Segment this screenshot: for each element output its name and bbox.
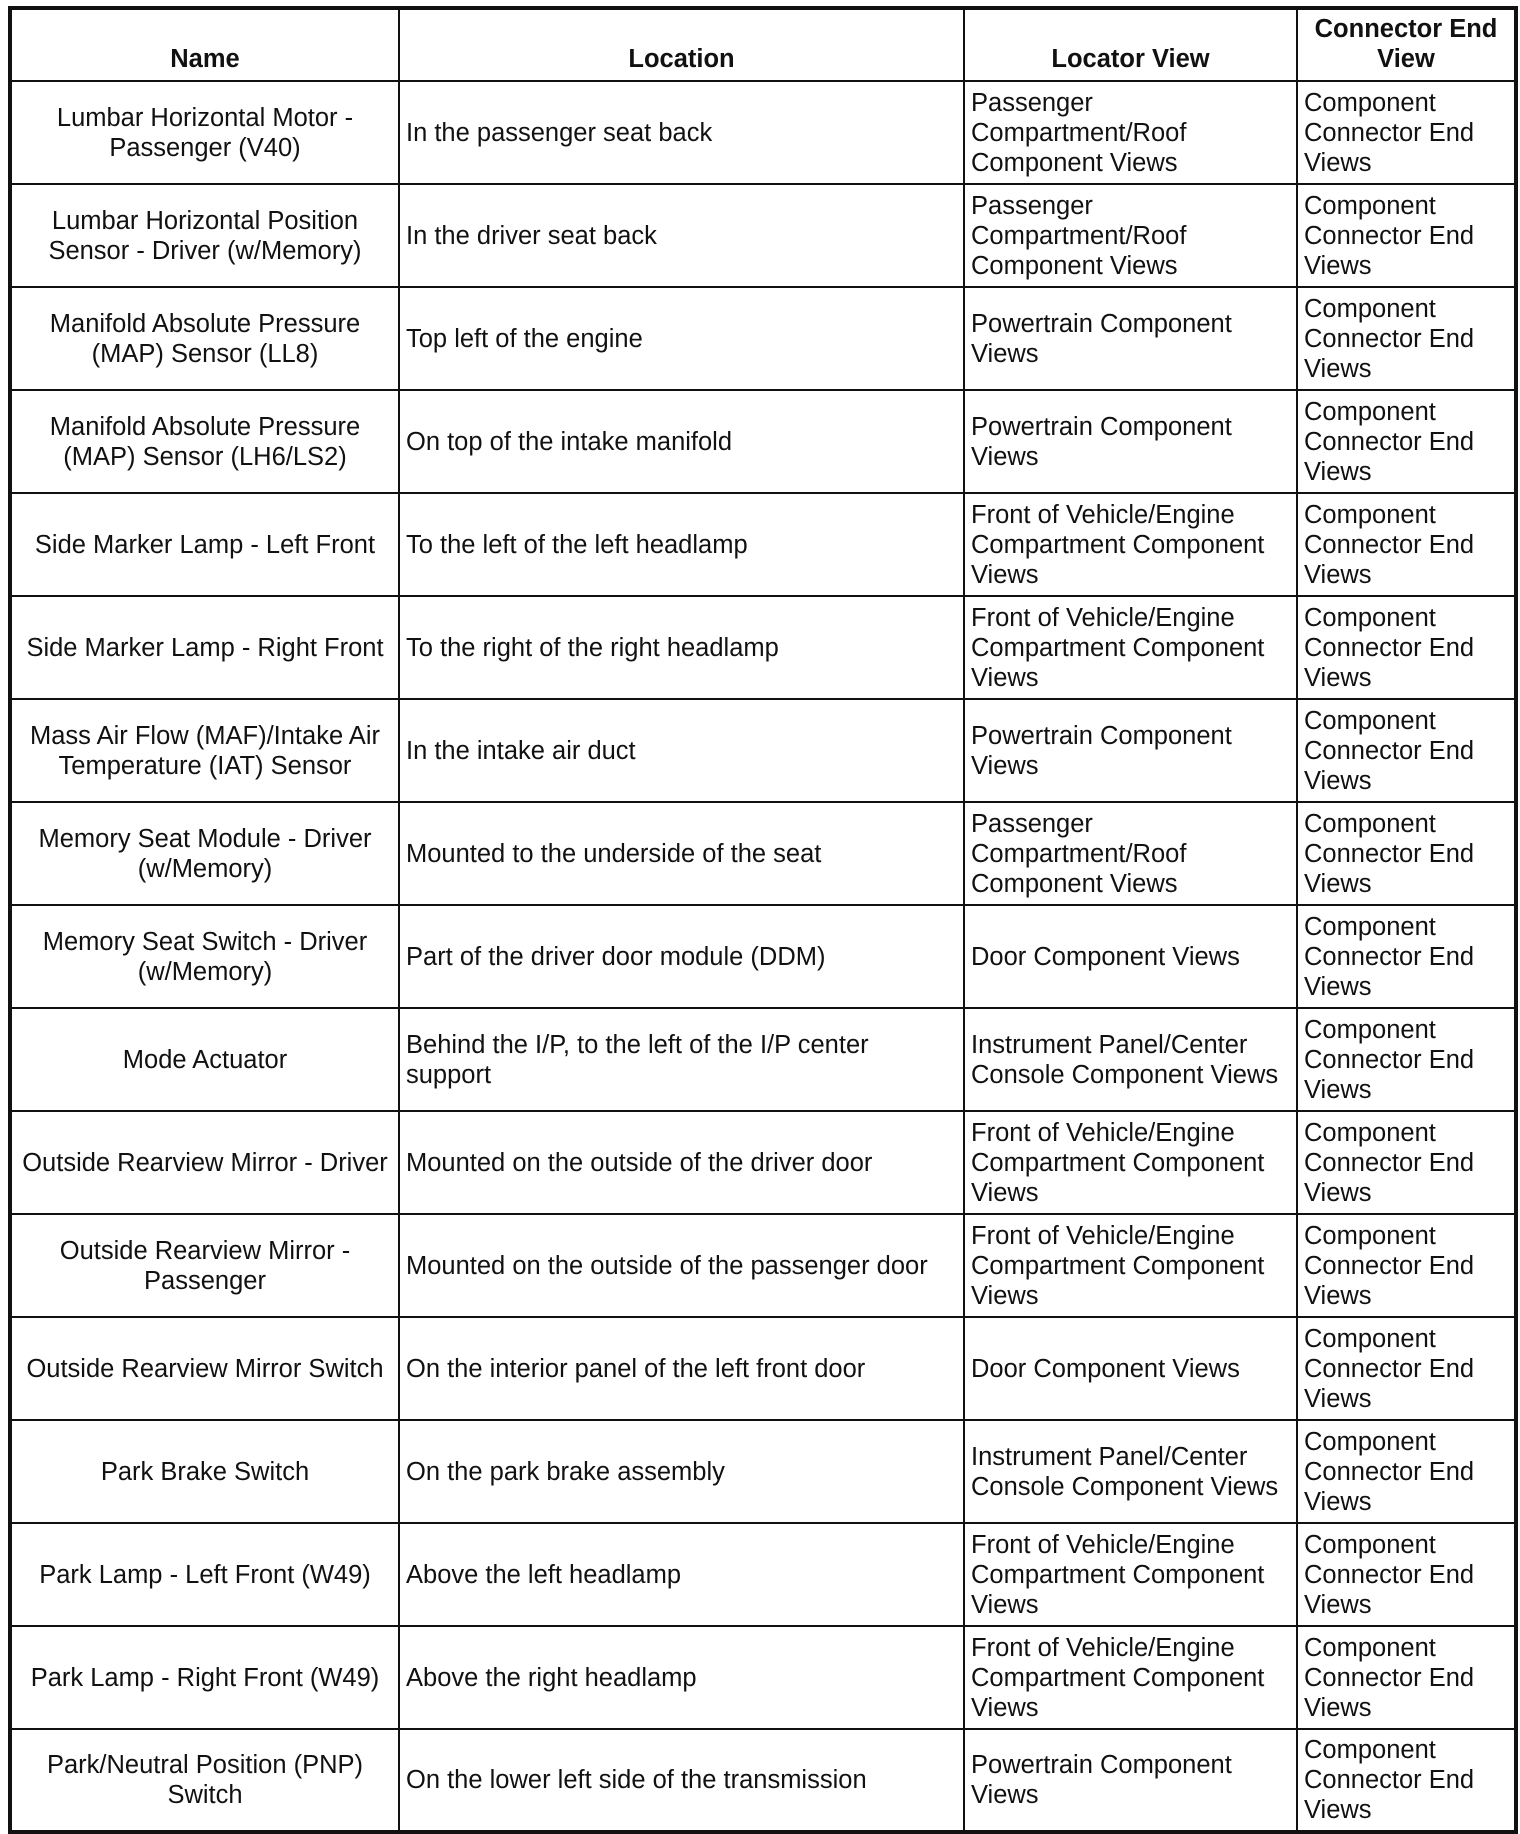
cell-location: In the passenger seat back: [399, 81, 964, 184]
cell-connector-end-view: Component Connector End Views: [1297, 699, 1516, 802]
table-row: [10, 596, 1516, 699]
cell-name: Side Marker Lamp - Left Front: [10, 493, 399, 596]
cell-connector-end-view: Component Connector End Views: [1297, 1729, 1516, 1832]
table-row: [10, 905, 1516, 1008]
cell-name: Outside Rearview Mirror - Passenger: [10, 1214, 399, 1317]
cell-locator-view: Powertrain Component Views: [964, 390, 1297, 493]
cell-location: On the lower left side of the transmission: [399, 1729, 964, 1832]
cell-name: Park Lamp - Right Front (W49): [10, 1626, 399, 1729]
cell-locator-view: Front of Vehicle/Engine Compartment Component Views: [964, 493, 1297, 596]
cell-location: Above the left headlamp: [399, 1523, 964, 1626]
table-row: [10, 1523, 1516, 1626]
cell-connector-end-view: Component Connector End Views: [1297, 287, 1516, 390]
table-row: [10, 184, 1516, 287]
cell-name: Memory Seat Switch - Driver (w/Memory): [10, 905, 399, 1008]
cell-location: Behind the I/P, to the left of the I/P center support: [399, 1008, 964, 1111]
table-row: [10, 1008, 1516, 1111]
cell-name: Park/Neutral Position (PNP) Switch: [10, 1729, 399, 1832]
cell-location: On the interior panel of the left front door: [399, 1317, 964, 1420]
table-row: [10, 802, 1516, 905]
component-locator-table: [8, 6, 1518, 1834]
cell-locator-view: Front of Vehicle/Engine Compartment Component Views: [964, 1626, 1297, 1729]
cell-locator-view: Door Component Views: [964, 1317, 1297, 1420]
cell-locator-view: Door Component Views: [964, 905, 1297, 1008]
table-row: [10, 1111, 1516, 1214]
cell-connector-end-view: Component Connector End Views: [1297, 1626, 1516, 1729]
table-row: [10, 81, 1516, 184]
cell-name: Side Marker Lamp - Right Front: [10, 596, 399, 699]
cell-connector-end-view: Component Connector End Views: [1297, 184, 1516, 287]
table-body: [10, 81, 1516, 1832]
header-location: Location: [399, 8, 964, 81]
cell-connector-end-view: Component Connector End Views: [1297, 81, 1516, 184]
cell-connector-end-view: Component Connector End Views: [1297, 802, 1516, 905]
cell-location: Above the right headlamp: [399, 1626, 964, 1729]
cell-name: Outside Rearview Mirror Switch: [10, 1317, 399, 1420]
cell-locator-view: Powertrain Component Views: [964, 1729, 1297, 1832]
cell-name: Mass Air Flow (MAF)/Intake Air Temperature (IAT) Sensor: [10, 699, 399, 802]
cell-name: Manifold Absolute Pressure (MAP) Sensor (LH6/LS2): [10, 390, 399, 493]
cell-name: Park Lamp - Left Front (W49): [10, 1523, 399, 1626]
cell-location: Mounted on the outside of the driver door: [399, 1111, 964, 1214]
cell-locator-view: Passenger Compartment/Roof Component Views: [964, 184, 1297, 287]
table-row: [10, 699, 1516, 802]
cell-location: Mounted to the underside of the seat: [399, 802, 964, 905]
cell-location: In the driver seat back: [399, 184, 964, 287]
cell-locator-view: Powertrain Component Views: [964, 699, 1297, 802]
cell-locator-view: Instrument Panel/Center Console Component Views: [964, 1008, 1297, 1111]
table-row: [10, 1317, 1516, 1420]
cell-name: Manifold Absolute Pressure (MAP) Sensor (LL8): [10, 287, 399, 390]
cell-location: To the right of the right headlamp: [399, 596, 964, 699]
cell-locator-view: Front of Vehicle/Engine Compartment Component Views: [964, 596, 1297, 699]
table-row: [10, 390, 1516, 493]
cell-name: Lumbar Horizontal Motor - Passenger (V40): [10, 81, 399, 184]
cell-location: Mounted on the outside of the passenger door: [399, 1214, 964, 1317]
header-row: [10, 8, 1516, 81]
cell-name: Outside Rearview Mirror - Driver: [10, 1111, 399, 1214]
header-locator-view: Locator View: [964, 8, 1297, 81]
cell-connector-end-view: Component Connector End Views: [1297, 1008, 1516, 1111]
cell-connector-end-view: Component Connector End Views: [1297, 493, 1516, 596]
table-row: [10, 287, 1516, 390]
cell-name: Memory Seat Module - Driver (w/Memory): [10, 802, 399, 905]
cell-name: Mode Actuator: [10, 1008, 399, 1111]
cell-connector-end-view: Component Connector End Views: [1297, 390, 1516, 493]
cell-location: Top left of the engine: [399, 287, 964, 390]
cell-location: On the park brake assembly: [399, 1420, 964, 1523]
cell-name: Park Brake Switch: [10, 1420, 399, 1523]
cell-connector-end-view: Component Connector End Views: [1297, 1523, 1516, 1626]
cell-locator-view: Passenger Compartment/Roof Component Views: [964, 81, 1297, 184]
cell-connector-end-view: Component Connector End Views: [1297, 1420, 1516, 1523]
cell-connector-end-view: Component Connector End Views: [1297, 1214, 1516, 1317]
cell-connector-end-view: Component Connector End Views: [1297, 1111, 1516, 1214]
cell-locator-view: Powertrain Component Views: [964, 287, 1297, 390]
cell-locator-view: Instrument Panel/Center Console Component Views: [964, 1420, 1297, 1523]
header-name: Name: [10, 8, 399, 81]
table-row: [10, 1214, 1516, 1317]
cell-locator-view: Passenger Compartment/Roof Component Views: [964, 802, 1297, 905]
cell-location: On top of the intake manifold: [399, 390, 964, 493]
cell-locator-view: Front of Vehicle/Engine Compartment Component Views: [964, 1523, 1297, 1626]
cell-location: Part of the driver door module (DDM): [399, 905, 964, 1008]
cell-connector-end-view: Component Connector End Views: [1297, 905, 1516, 1008]
cell-connector-end-view: Component Connector End Views: [1297, 1317, 1516, 1420]
table-header: [10, 8, 1516, 81]
cell-location: To the left of the left headlamp: [399, 493, 964, 596]
cell-locator-view: Front of Vehicle/Engine Compartment Component Views: [964, 1214, 1297, 1317]
table-row: [10, 1626, 1516, 1729]
cell-connector-end-view: Component Connector End Views: [1297, 596, 1516, 699]
table-row: [10, 1420, 1516, 1523]
table-row: [10, 1729, 1516, 1832]
cell-location: In the intake air duct: [399, 699, 964, 802]
cell-name: Lumbar Horizontal Position Sensor - Driver (w/Memory): [10, 184, 399, 287]
cell-locator-view: Front of Vehicle/Engine Compartment Component Views: [964, 1111, 1297, 1214]
header-connector-end-view: Connector End View: [1297, 8, 1516, 81]
table-row: [10, 493, 1516, 596]
